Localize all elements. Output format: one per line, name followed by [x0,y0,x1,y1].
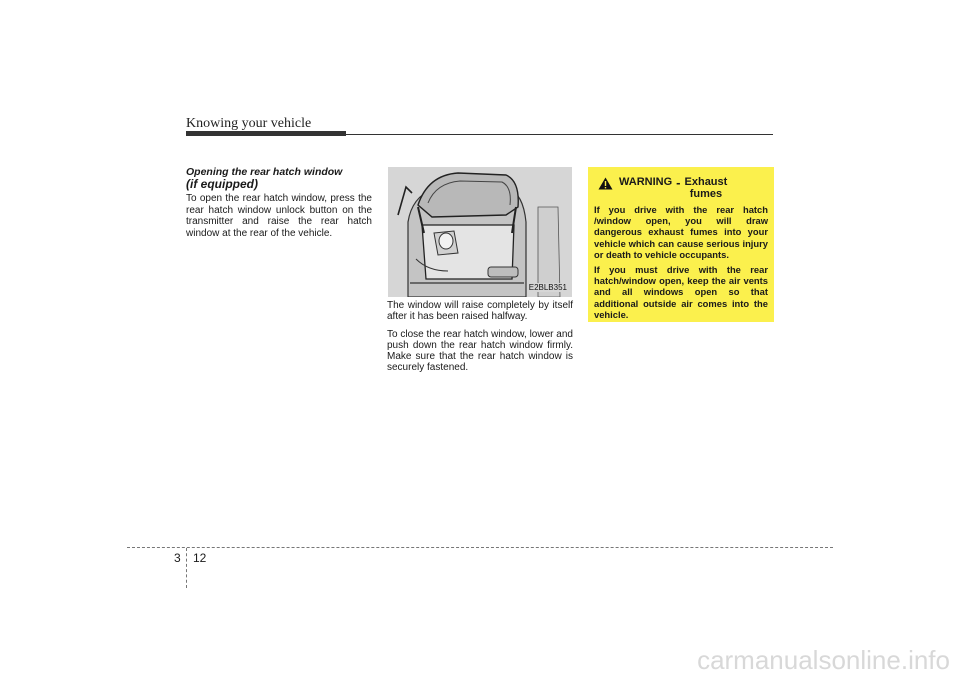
warning-label: WARNING [619,176,673,188]
section-paragraph: To open the rear hatch window, press the rear hatch window unlock button on the transmitter and raise the rear hatch window at the rear of the vehicle. [186,193,372,239]
page-number: 12 [193,551,207,565]
middle-column [387,300,573,380]
warning-topic [685,176,728,200]
rear-hatch-drawing [388,167,572,297]
watermark: carmanualsonline.info [697,645,950,675]
warning-box [588,167,774,322]
section-title: Opening the rear hatch window [186,166,343,178]
footer-divider [186,548,187,588]
raise-paragraph: The window will raise completely by itself after it has been raised halfway. [387,300,573,323]
chapter-number: 3 [174,551,181,565]
warning-topic-line1: Exhaust [684,176,728,188]
close-paragraph: To close the rear hatch window, lower and push down the rear hatch window firmly. Make sure that the rear hatch window is securely fastened. [387,328,573,374]
warning-paragraph: If you must drive with the rear hatch/window open, keep the air vents and all windows open so that additional outside air comes into the vehicle. [594,264,768,320]
page-header-title: Knowing your vehicle [186,116,312,131]
footer-rule [127,547,833,548]
warning-triangle-icon [598,177,613,190]
left-column [186,166,372,239]
warning-paragraph: If you drive with the rear hatch /window open, you will draw dangerous exhaust fumes into your vehicle which can cause serious injury or death to vehicle occupants. [594,204,768,260]
warning-dash: - [676,175,681,190]
header-rule [186,134,773,135]
section-subtitle: (if equipped) [186,177,258,191]
warning-header [598,176,768,200]
figure-code: E2BLB351 [528,283,567,292]
rear-hatch-illustration [388,167,572,297]
warning-topic-line2: fumes [689,188,723,200]
